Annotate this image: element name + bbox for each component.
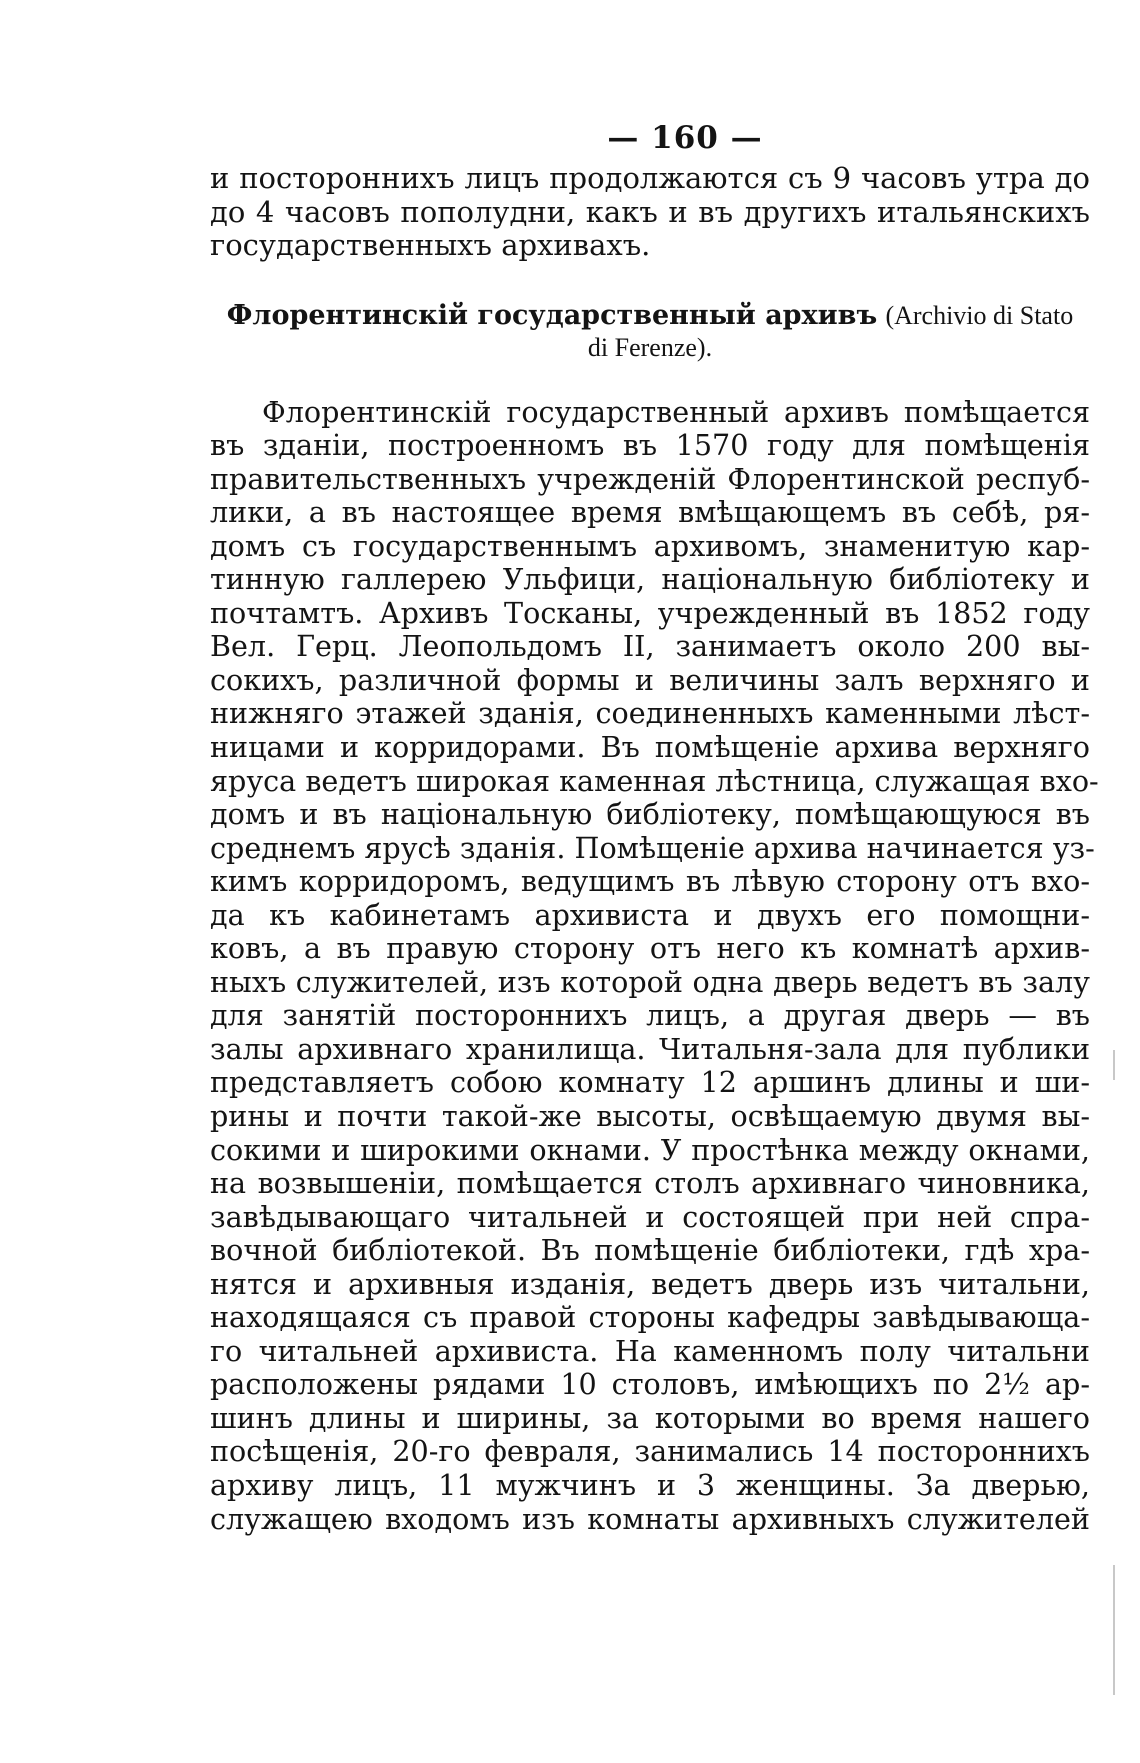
text-line: ницами и корридорами. Въ помѣщеніе архива верхняго: [210, 729, 1090, 764]
text-line: домъ съ государственнымъ архивомъ, знаменитую кар-: [210, 528, 1090, 563]
scan-edge-mark: [1113, 1565, 1115, 1695]
heading-latin-1: (Archivio di Stato: [885, 300, 1074, 330]
text-line: кимъ корридоромъ, ведущимъ въ лѣвую сторону отъ вхо-: [210, 864, 1090, 899]
section-heading: [210, 300, 1090, 364]
page-number: — 160 —: [607, 120, 763, 156]
text-line: сокими и широкими окнами. У простѣнка между окнами,: [210, 1132, 1090, 1167]
text-line: Флорентинскій государственный архивъ помѣщается: [262, 394, 1090, 429]
text-line: шинъ длины и ширины, за которыми во время нашего: [210, 1400, 1090, 1435]
intro-paragraph: [210, 162, 1090, 263]
body-paragraph: [210, 394, 1099, 1537]
heading-latin-2: di Ferenze).: [587, 332, 713, 362]
text-line: въ зданіи, построенномъ въ 1570 году для помѣщенія: [210, 428, 1090, 463]
text-line: среднемъ ярусѣ зданія. Помѣщеніе архива начинается уз-: [210, 830, 1095, 865]
text-line: лики, а въ настоящее время вмѣщающемъ въ себѣ, ря-: [210, 495, 1090, 530]
text-line: ныхъ служителей, изъ которой одна дверь ведетъ въ залу: [210, 964, 1090, 999]
text-line: яруса ведетъ широкая каменная лѣстница, служащая вхо-: [210, 763, 1099, 798]
text-line: и постороннихъ лицъ продолжаются съ 9 часовъ утра до: [210, 161, 1090, 195]
text-line: вочной библіотекой. Въ помѣщеніе библіотеки, гдѣ хра-: [210, 1233, 1090, 1268]
text-line: находящаяся съ правой стороны кафедры завѣдывающа-: [210, 1300, 1090, 1335]
text-line: на возвышеніи, помѣщается столъ архивнаго чиновника,: [210, 1166, 1090, 1201]
text-line: государственныхъ архивахъ.: [210, 228, 651, 262]
scan-edge-mark: [1113, 1050, 1115, 1080]
text-line: служащею входомъ изъ комнаты архивныхъ служителей: [210, 1501, 1090, 1536]
text-line: для занятій постороннихъ лицъ, а другая дверь — въ: [210, 998, 1090, 1033]
text-line: нятся и архивныя изданія, ведетъ дверь изъ читальни,: [210, 1266, 1090, 1301]
text-line: представляетъ собою комнату 12 аршинъ длины и ши-: [210, 1065, 1090, 1100]
text-line: Вел. Герц. Леопольдомъ II, занимаетъ около 200 вы-: [210, 629, 1090, 664]
text-line: расположены рядами 10 столовъ, имѣющихъ по 2½ ар-: [210, 1367, 1090, 1402]
text-line: тинную галлерею Ульфици, національную библіотеку и: [210, 562, 1090, 597]
text-line: почтамтъ. Архивъ Тосканы, учрежденный въ 1852 году: [210, 595, 1090, 630]
text-line: ковъ, а въ правую сторону отъ него къ комнатѣ архив-: [210, 931, 1090, 966]
text-line: архиву лицъ, 11 мужчинъ и 3 женщины. За дверью,: [210, 1468, 1090, 1502]
text-line: рины и почти такой-же высоты, освѣщаемую двумя вы-: [210, 1098, 1090, 1133]
text-line: нижняго этажей зданія, соединенныхъ каменными лѣст-: [210, 696, 1090, 731]
text-line: домъ и въ національную библіотеку, помѣщающуюся въ: [210, 797, 1090, 832]
text-line: сокихъ, различной формы и величины залъ верхняго и: [210, 662, 1090, 697]
text-page: [210, 118, 1099, 1536]
text-line: правительственныхъ учрежденій Флорентинской респуб-: [210, 461, 1090, 496]
text-line: го читальней архивиста. На каменномъ полу читальни: [210, 1333, 1090, 1368]
text-line: до 4 часовъ пополудни, какъ и въ другихъ итальянскихъ: [210, 194, 1090, 229]
text-line: посѣщенія, 20-го февраля, занимались 14 постороннихъ: [210, 1434, 1090, 1469]
text-line: завѣдывающаго читальней и состоящей при ней спра-: [210, 1199, 1090, 1234]
text-line: да къ кабинетамъ архивиста и двухъ его помощни-: [210, 897, 1090, 932]
text-line: залы архивнаго хранилища. Читальня-зала для публики: [210, 1031, 1090, 1066]
heading-title: Флорентинскій государственный архивъ: [226, 299, 878, 331]
